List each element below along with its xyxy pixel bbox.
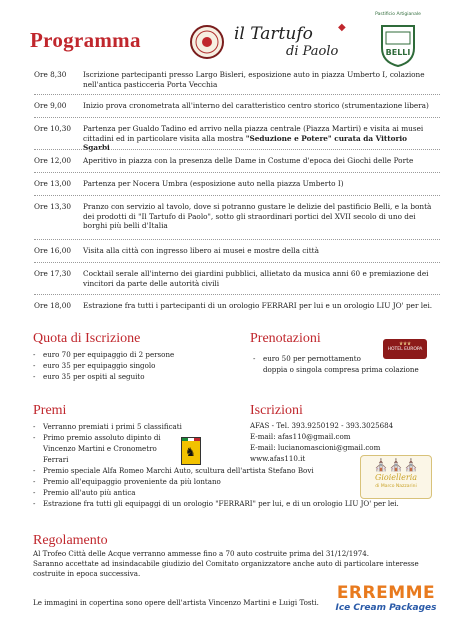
belli-logo-top: Pastificio Artigianale (375, 12, 421, 17)
schedule-text-plain: Aperitivo in piazza con la presenza delle Dame in Costume d'epoca dei Giochi delle Porte (83, 156, 414, 165)
schedule-time: Ore 16,00 (34, 246, 71, 255)
iscrizioni-heading: Iscrizioni (250, 403, 303, 418)
ferrari-logo (181, 437, 201, 465)
leaf-icon: ◆ (338, 22, 346, 33)
copyright-note: Le immagini in copertina sono opere dell'artista Vincenzo Martini e Luigi Tosti. (33, 598, 319, 607)
erremme-name: ERREMME (336, 583, 436, 603)
list-item: - Verranno premiati i primi 5 classificati (33, 421, 438, 432)
schedule-time: Ore 10,30 (34, 124, 71, 133)
row-divider (34, 294, 440, 295)
schedule-time: Ore 17,30 (34, 269, 71, 278)
schedule-text-bold: "Seduzione e Potere" curata da Vittorio Sgarbi (83, 133, 408, 152)
list-item: - euro 70 per equipaggio di 2 persone (33, 349, 233, 360)
row-divider (34, 149, 440, 150)
list-item-continued: doppia o singola compresa prima colazione (263, 365, 419, 374)
tartufo-logo (234, 24, 350, 64)
gioielleria-logo (360, 455, 432, 499)
schedule-text-plain: Iscrizione partecipanti presso Largo Bisleri, esposizione auto in piazza Umberto I, colazione nell'antica pasticceria Porta Vecchia (83, 70, 425, 89)
list-item: - Premio all'equipaggio proveniente da più lontano (33, 476, 438, 487)
schedule-text-plain: Estrazione fra tutti i partecipanti di un orologio FERRARI per lui e un orologio LIU JO' per lei. (83, 301, 433, 310)
website-link[interactable]: www.afas110.it (250, 454, 306, 463)
hotel-logo-text: HOTEL EUROPA (387, 347, 423, 352)
row-divider (34, 239, 440, 240)
belli-logo-name: BELLI (385, 48, 411, 57)
quota-heading: Quota di Iscrizione (33, 331, 141, 346)
schedule-time: Ore 9,00 (34, 101, 67, 110)
regolamento-line: Al Trofeo Città delle Acque verranno ammesse fino a 70 auto costruite prima del 31/12/1974. (33, 549, 370, 558)
row-divider (34, 262, 440, 263)
row-divider (34, 94, 440, 95)
hotel-europa-logo (383, 339, 427, 359)
schedule-text (83, 179, 435, 189)
schedule-text (83, 156, 435, 166)
email-link[interactable]: E-mail: lucianomascioni@gmail.com (250, 443, 381, 452)
regolamento-line: costruite in epoca successiva. (33, 569, 141, 578)
schedule-text-plain: Cocktail serale all'interno dei giardini pubblici, allietato da musica anni 60 e premiazione dei vincitori da parte delle autorità civili (83, 269, 429, 288)
row-divider (34, 172, 440, 173)
list-item: - Estrazione fra tutti gli equipaggi di un orologio "FERRARI" per lui, e di un orologio LIU JO' per lei. (33, 498, 438, 509)
schedule-text-plain: Inizio prova cronometrata all'interno del caratteristico centro storico (strumentazione libera) (83, 101, 429, 110)
erremme-sub: Ice Cream Packages (335, 603, 437, 613)
gioielleria-name: Gioielleria (374, 473, 418, 482)
schedule-time: Ore 13,30 (34, 202, 71, 211)
regolamento-line: Saranno accettate ad insindacabile giudizio del Comitato organizzatore anche auto di particolare interesse (33, 559, 419, 568)
italian-flag-stripe (182, 438, 200, 441)
list-item: - euro 50 per pernottamento (253, 353, 453, 364)
prancing-horse-icon: ♞ (185, 445, 196, 459)
page-title: Programma (30, 28, 141, 52)
town-skyline-icon: ⛪⛪⛪ (373, 458, 419, 472)
schedule-time: Ore 8,30 (34, 70, 67, 79)
row-divider (34, 195, 440, 196)
erremme-logo (331, 583, 441, 617)
schedule-text-plain: Visita alla città con ingresso libero ai musei e mostre della città (83, 246, 319, 255)
schedule-text-plain: Pranzo con servizio al tavolo, dove si potranno gustare le delizie del pastificio Belli, e la bontà dei prodotti di "Il Tartufo di Paolo", sotto gli straordinari portici del XVII secolo di uno dei borghi più belli d'Italia (83, 202, 432, 230)
schedule-text (83, 70, 435, 89)
schedule-text (83, 301, 435, 311)
belli-logo (372, 12, 424, 68)
schedule-time: Ore 12,00 (34, 156, 71, 165)
list-item: - euro 35 per ospiti al seguito (33, 371, 233, 382)
tartufo-logo-line1: il Tartufo (234, 24, 313, 44)
regolamento-text (33, 549, 438, 579)
schedule-text (83, 101, 435, 111)
schedule-time: Ore 18,00 (34, 301, 71, 310)
row-divider (34, 117, 440, 118)
schedule-text-plain: Partenza per Gualdo Tadino ed arrivo nella piazza centrale (Piazza Martiri) e visita ai musei cittadini ed in particolare visita alla mostra (83, 124, 424, 143)
quota-list (33, 349, 233, 382)
email-link[interactable]: E-mail: afas110@gmail.com (250, 432, 351, 441)
phone-line: AFAS - Tel. 393.9250192 - 393.3025684 (250, 421, 394, 430)
list-item: - Premio speciale Alfa Romeo Marchi Auto, scultura dell'artista Stefano Bovi (33, 465, 438, 476)
prenotazioni-heading: Prenotazioni (250, 331, 321, 346)
gioielleria-sub: di Marco Nazzarini (375, 484, 417, 489)
tartufo-logo-line2: di Paolo (286, 44, 339, 59)
schedule-text-plain: Partenza per Nocera Umbra (esposizione auto nella piazza Umberto I) (83, 179, 344, 188)
schedule-text (83, 202, 435, 231)
list-item: - Premio all'auto più antica (33, 487, 438, 498)
regolamento-heading: Regolamento (33, 533, 108, 548)
list-item: - euro 35 per equipaggio singolo (33, 360, 233, 371)
crown-icon: ♛♛♛ (398, 342, 412, 347)
premi-heading: Premi (33, 403, 67, 418)
schedule-text (83, 269, 435, 288)
club-logo (189, 22, 225, 62)
schedule-text (83, 246, 435, 256)
schedule-time: Ore 13,00 (34, 179, 71, 188)
list-item: - Primo premio assoluto dipinto di Vincenzo Martini e Cronometro Ferrari (33, 432, 183, 465)
